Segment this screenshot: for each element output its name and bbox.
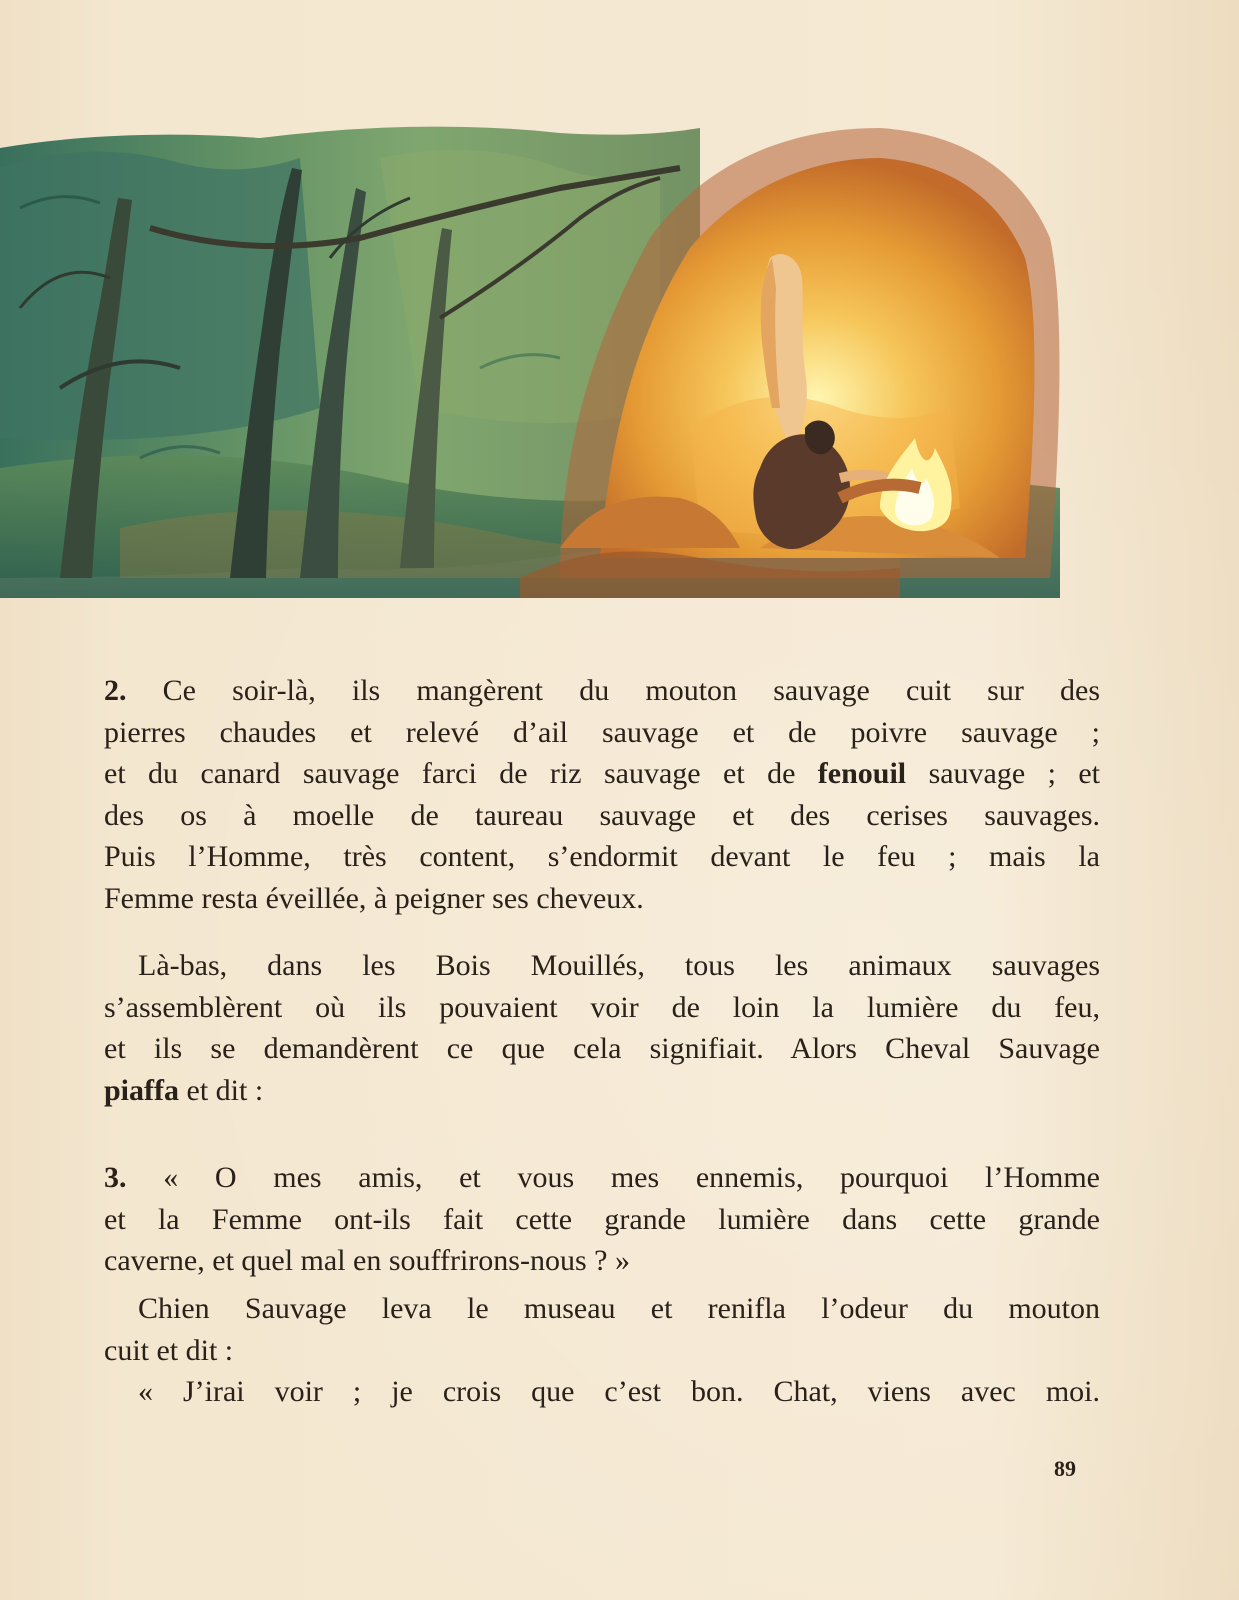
bold-word: piaffa [104, 1073, 179, 1107]
text-line: cuit et dit : [104, 1333, 234, 1367]
forest-cave-fire-illustration [0, 108, 1070, 598]
text-line [104, 1070, 1100, 1112]
text-line: caverne, et quel mal en souffrirons-nous ? » [104, 1244, 630, 1277]
text-line: des os à moelle de taureau sauvage et des cerises sauvages. [104, 798, 1100, 832]
text-line: Puis l’Homme, très content, s’endormit devant le feu ; mais la [104, 840, 1100, 873]
text-fragment: sauvage ; et [906, 757, 1100, 790]
section-2 [104, 670, 1100, 919]
text-line: pierres chaudes et relevé d’ail sauvage et de poivre sauvage ; [104, 715, 1100, 749]
text-line: « J’irai voir ; je crois que c’est bon. Chat, viens avec moi. [138, 1375, 1100, 1408]
text-line: Femme resta éveillée, à peigner ses cheveux. [104, 881, 644, 915]
text-line: Chien Sauvage leva le museau et renifla l’odeur du mouton [138, 1292, 1100, 1325]
text-line [104, 753, 1100, 795]
text-line: s’assemblèrent où ils pouvaient voir de loin la lumière du feu, [104, 990, 1100, 1024]
paragraph-chien [104, 1288, 1100, 1413]
page-number: 89 [1054, 1456, 1076, 1481]
text-fragment: « O mes amis, et vous mes ennemis, pourquoi l’Homme [126, 1161, 1100, 1194]
text-line: et la Femme ont-ils fait cette grande lumière dans cette grande [104, 1202, 1100, 1236]
paragraph-labas [104, 945, 1100, 1111]
section-number: 3. [104, 1161, 127, 1194]
text-line: et ils se demandèrent ce que cela signifiait. Alors Cheval Sauvage [104, 1032, 1100, 1065]
text-fragment: Ce soir-là, ils mangèrent du mouton sauvage cuit sur des [126, 674, 1100, 707]
text-line [104, 1157, 1100, 1199]
section-number: 2. [104, 674, 127, 707]
text-line: Là-bas, dans les Bois Mouillés, tous les animaux sauvages [138, 949, 1100, 982]
text-fragment: et du canard sauvage farci de riz sauvage et de [104, 757, 818, 790]
section-3 [104, 1157, 1100, 1282]
text-line [104, 670, 1100, 712]
bold-word: fenouil [817, 757, 907, 790]
text-fragment: et dit : [179, 1073, 264, 1107]
